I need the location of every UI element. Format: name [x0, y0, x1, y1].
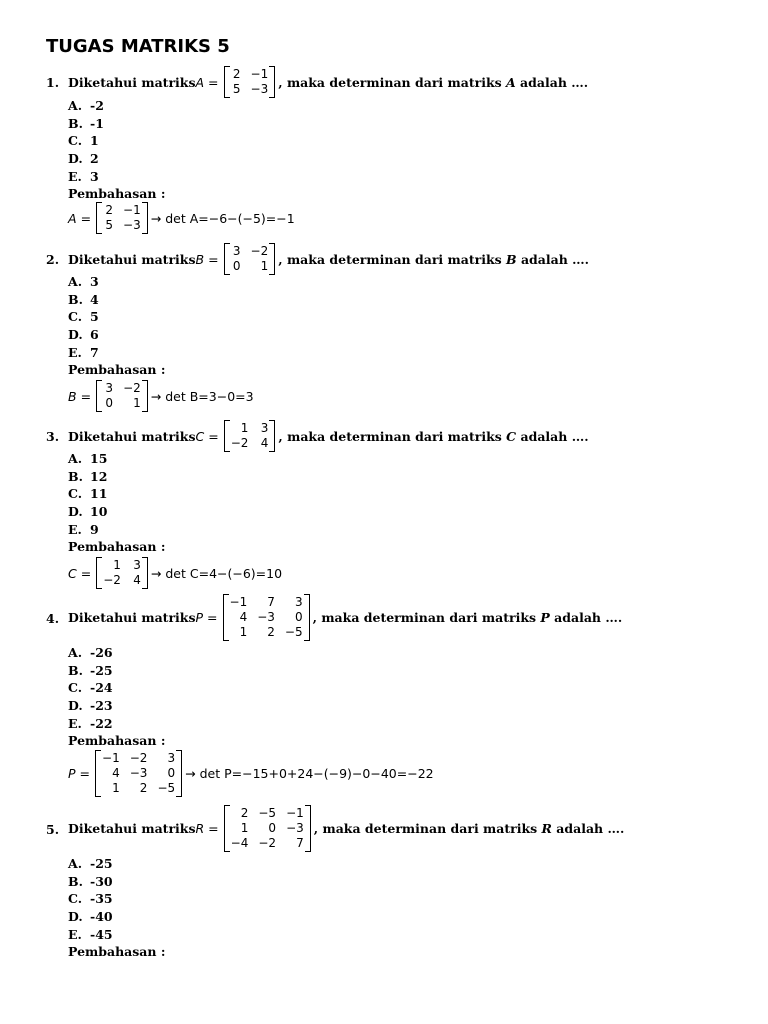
matrix-cell: −5 — [284, 625, 303, 639]
answer-option[interactable] — [68, 327, 99, 342]
option-value: 4 — [90, 291, 99, 307]
option-letter: D. — [68, 151, 83, 167]
option-value: -22 — [90, 715, 113, 731]
solution-matrix — [96, 557, 148, 589]
question-number: 4. — [46, 610, 60, 626]
solution-text: → det B=3−0=3 — [150, 388, 254, 404]
matrix-cell: −2 — [103, 573, 121, 587]
answer-option[interactable] — [68, 874, 113, 889]
answer-option[interactable] — [68, 98, 104, 113]
option-value: -40 — [90, 909, 113, 925]
matrix-cell: 5 — [232, 82, 241, 96]
option-letter: D. — [68, 327, 83, 343]
answer-option[interactable] — [68, 856, 113, 871]
option-value: 12 — [90, 468, 108, 484]
tail-end: adalah …. — [549, 610, 623, 625]
question-matrix — [224, 805, 311, 852]
solution-line — [68, 380, 254, 412]
option-letter: B. — [68, 662, 83, 678]
matrix-cell: 1 — [133, 396, 141, 410]
question-number: 2. — [46, 252, 60, 267]
matrix-cell: 1 — [240, 821, 249, 835]
option-value: -2 — [90, 98, 104, 113]
answer-option[interactable] — [68, 927, 113, 942]
question-number: 3. — [46, 429, 60, 444]
question-intro: Diketahui matriks — [68, 821, 196, 836]
tail-end: adalah …. — [516, 428, 589, 444]
matrix-cell: 2 — [267, 625, 275, 639]
option-value: -45 — [90, 926, 113, 942]
answer-option[interactable] — [68, 909, 113, 924]
tail-text: , maka determinan dari matriks — [278, 251, 507, 267]
matrix-cell: −2 — [129, 751, 148, 765]
question-matrix — [224, 243, 276, 275]
matrix-cell: 4 — [239, 610, 248, 624]
matrix-cell: −3 — [286, 821, 304, 835]
question-tail — [278, 429, 588, 444]
option-value: -1 — [90, 115, 104, 131]
answer-option[interactable] — [68, 663, 113, 678]
question-intro: Diketahui matriks — [68, 428, 196, 444]
answer-option[interactable] — [68, 292, 99, 307]
matrix-cell: −1 — [286, 806, 304, 820]
option-letter: E. — [68, 926, 82, 942]
answer-option[interactable] — [68, 169, 99, 184]
option-letter: E. — [68, 521, 82, 537]
matrix-cell: 0 — [294, 610, 303, 624]
equals-sign: = — [79, 766, 91, 781]
matrix-cell: −2 — [230, 436, 249, 450]
option-value: -30 — [90, 873, 113, 889]
tail-var: A — [506, 74, 516, 90]
option-value: 15 — [90, 451, 108, 466]
option-value: 1 — [90, 133, 99, 149]
equals-sign: = — [208, 821, 219, 836]
pembahasan-label: Pembahasan : — [68, 362, 166, 377]
question-tail — [278, 252, 589, 267]
option-letter: A. — [68, 856, 83, 871]
matrix-cell: 4 — [112, 766, 120, 780]
option-letter: E. — [68, 168, 82, 184]
question-matrix — [223, 594, 310, 641]
matrix-cell: −2 — [123, 381, 141, 395]
equals-sign: = — [207, 610, 218, 625]
answer-option[interactable] — [68, 680, 113, 695]
matrix-cell: 2 — [139, 781, 148, 795]
matrix-name: B — [68, 388, 77, 404]
tail-end: adalah …. — [516, 251, 590, 267]
matrix-cell: 0 — [167, 766, 176, 780]
solution-text: → det P=−15+0+24−(−9)−0−40=−22 — [185, 766, 434, 781]
matrix-cell: −5 — [157, 781, 176, 795]
solution-matrix — [96, 202, 148, 234]
option-letter: E. — [68, 715, 82, 731]
solution-text: → det C=4−(−6)=10 — [150, 565, 283, 581]
tail-var: B — [506, 251, 517, 267]
equals-sign: = — [80, 565, 92, 581]
option-letter: C. — [68, 891, 83, 907]
question-tail — [278, 75, 588, 90]
matrix-cell: −5 — [258, 806, 277, 820]
tail-var: P — [540, 610, 550, 625]
matrix-cell: 1 — [113, 558, 121, 572]
tail-end: adalah …. — [551, 821, 625, 836]
matrix-cell: 1 — [260, 259, 269, 273]
tail-text: , maka determinan dari matriks — [278, 74, 506, 90]
matrix-name: P — [195, 610, 204, 625]
solution-line — [68, 557, 282, 589]
answer-option[interactable] — [68, 645, 113, 660]
answer-option[interactable] — [68, 151, 99, 166]
matrix-cell: 4 — [133, 573, 141, 587]
matrix-cell: 3 — [105, 381, 114, 395]
question-intro: Diketahui matriks — [68, 610, 196, 625]
matrix-cell: 0 — [232, 259, 241, 273]
option-letter: B. — [68, 468, 83, 484]
answer-option[interactable] — [68, 133, 99, 148]
question-number: 5. — [46, 821, 60, 837]
question-text — [68, 805, 624, 852]
answer-option[interactable] — [68, 274, 99, 289]
option-letter: A. — [68, 274, 83, 289]
solution-matrix — [96, 380, 148, 412]
equals-sign: = — [208, 251, 219, 267]
matrix-cell: 2 — [232, 67, 241, 81]
question-intro: Diketahui matriks — [68, 74, 196, 90]
answer-option[interactable] — [68, 698, 113, 713]
matrix-cell: −3 — [129, 766, 148, 780]
matrix-cell: 4 — [260, 436, 269, 450]
matrix-cell: −2 — [250, 244, 269, 258]
matrix-name: A — [195, 74, 205, 90]
option-letter: C. — [68, 680, 83, 696]
matrix-cell: 7 — [267, 595, 275, 609]
solution-line — [68, 750, 434, 797]
option-value: -26 — [90, 645, 113, 660]
matrix-cell: 1 — [240, 421, 249, 435]
equals-sign: = — [208, 428, 219, 444]
matrix-cell: −2 — [258, 836, 277, 850]
question-text — [68, 243, 589, 275]
tail-text: , maka determinan dari matriks — [278, 428, 507, 444]
matrix-cell: −3 — [257, 610, 275, 624]
matrix-cell: −3 — [250, 82, 269, 96]
option-letter: B. — [68, 115, 83, 131]
question-number: 1. — [46, 75, 60, 90]
option-value: -24 — [90, 680, 113, 696]
tail-text: , maka determinan dari matriks — [312, 610, 541, 625]
question-intro: Diketahui matriks — [68, 251, 196, 267]
answer-option[interactable] — [68, 716, 113, 731]
option-value: 10 — [90, 504, 108, 520]
option-letter: B. — [68, 291, 83, 307]
question-tail — [313, 610, 623, 625]
matrix-cell: 3 — [260, 421, 269, 435]
option-letter: D. — [68, 909, 83, 925]
question-tail — [314, 821, 625, 836]
option-value: 9 — [90, 521, 99, 537]
solution-text: → det A=−6−(−5)=−1 — [150, 210, 295, 226]
option-value: 11 — [90, 486, 108, 502]
answer-option[interactable] — [68, 309, 99, 324]
option-letter: D. — [68, 504, 83, 520]
option-value: 2 — [90, 151, 99, 167]
answer-option[interactable] — [68, 451, 107, 466]
matrix-cell: −4 — [230, 836, 249, 850]
page-title: TUGAS MATRIKS 5 — [46, 36, 230, 57]
answer-option[interactable] — [68, 486, 107, 501]
question-matrix — [224, 66, 276, 98]
matrix-cell: 0 — [268, 821, 277, 835]
tail-var: C — [506, 428, 517, 444]
option-value: 3 — [90, 168, 99, 184]
matrix-name: C — [195, 428, 205, 444]
matrix-cell: 1 — [112, 781, 120, 795]
option-letter: A. — [68, 98, 83, 113]
option-value: 6 — [90, 327, 99, 343]
question-text — [68, 594, 622, 641]
tail-text: , maka determinan dari matriks — [313, 821, 542, 836]
equals-sign: = — [80, 210, 92, 226]
matrix-cell: 3 — [167, 751, 176, 765]
equals-sign: = — [80, 388, 92, 404]
option-letter: C. — [68, 309, 83, 325]
pembahasan-label: Pembahasan : — [68, 539, 166, 554]
matrix-cell: 7 — [296, 836, 304, 850]
answer-option[interactable] — [68, 469, 107, 484]
matrix-name: B — [195, 251, 205, 267]
matrix-cell: 3 — [232, 244, 241, 258]
matrix-cell: −1 — [123, 203, 141, 217]
matrix-cell: 5 — [105, 218, 114, 232]
answer-option[interactable] — [68, 504, 107, 519]
matrix-name: P — [68, 766, 76, 781]
option-value: 3 — [90, 274, 99, 289]
matrix-cell: 3 — [294, 595, 303, 609]
pembahasan-label: Pembahasan : — [68, 733, 166, 748]
matrix-cell: 2 — [240, 806, 249, 820]
option-letter: C. — [68, 486, 83, 502]
option-value: 7 — [90, 344, 99, 360]
question-matrix — [224, 420, 276, 452]
answer-option[interactable] — [68, 522, 99, 537]
tail-var: R — [541, 821, 552, 836]
question-text — [68, 420, 589, 452]
solution-matrix — [95, 750, 182, 797]
option-value: -25 — [90, 856, 113, 871]
matrix-cell: −3 — [123, 218, 141, 232]
option-letter: A. — [68, 451, 83, 466]
matrix-name: C — [68, 565, 77, 581]
answer-option[interactable] — [68, 116, 104, 131]
option-value: -25 — [90, 662, 113, 678]
matrix-name: A — [68, 210, 77, 226]
question-text — [68, 66, 588, 98]
matrix-cell: 2 — [105, 203, 114, 217]
option-letter: C. — [68, 133, 83, 149]
matrix-cell: 3 — [133, 558, 141, 572]
equals-sign: = — [208, 74, 219, 90]
solution-line — [68, 202, 295, 234]
option-value: -35 — [90, 891, 113, 907]
option-letter: B. — [68, 873, 83, 889]
option-letter: A. — [68, 645, 83, 660]
matrix-cell: −1 — [250, 67, 269, 81]
option-letter: E. — [68, 344, 82, 360]
matrix-cell: −1 — [102, 751, 120, 765]
option-value: 5 — [90, 309, 99, 325]
matrix-cell: 0 — [105, 396, 114, 410]
matrix-cell: −1 — [229, 595, 248, 609]
matrix-name: R — [195, 821, 205, 836]
pembahasan-label: Pembahasan : — [68, 944, 166, 959]
answer-option[interactable] — [68, 345, 99, 360]
tail-end: adalah …. — [515, 74, 589, 90]
option-letter: D. — [68, 698, 83, 714]
matrix-cell: 1 — [239, 625, 248, 639]
option-value: -23 — [90, 698, 113, 714]
pembahasan-label: Pembahasan : — [68, 186, 166, 201]
answer-option[interactable] — [68, 891, 113, 906]
